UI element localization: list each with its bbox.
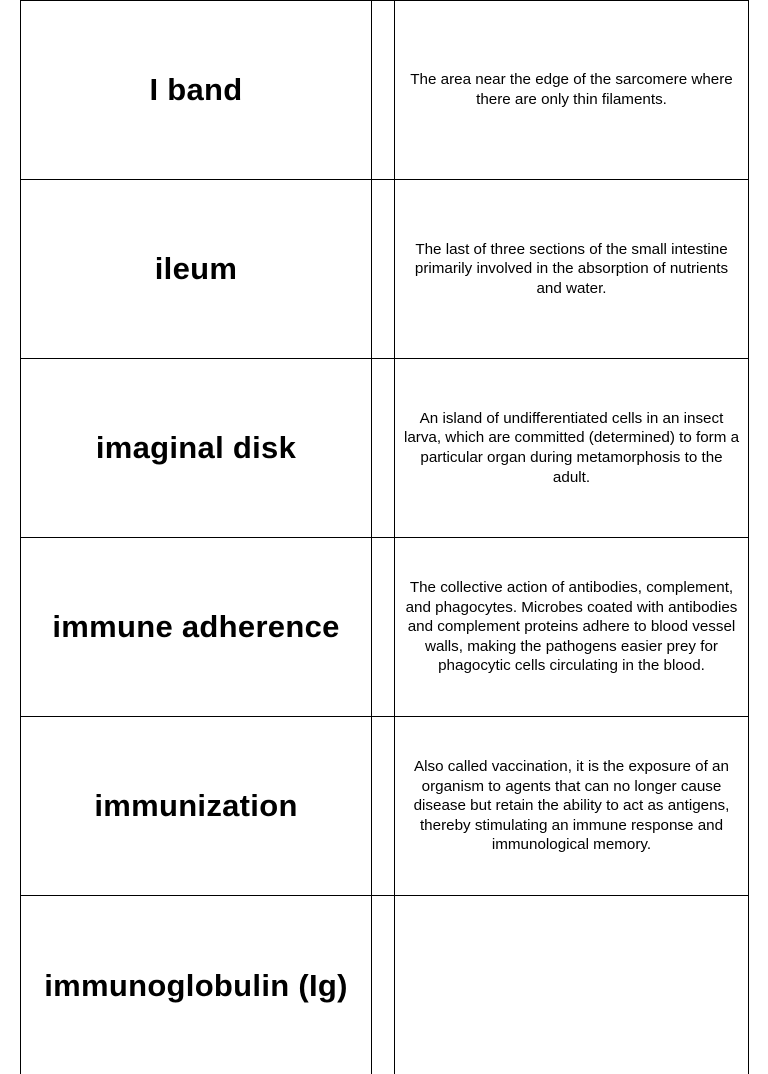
card-definition: The last of three sections of the small intestine primarily involved in the absorption of nutrients and water. [395, 180, 749, 358]
flashcard-row [20, 179, 749, 358]
flashcard-row [20, 716, 749, 895]
card-term: I band [20, 1, 372, 179]
flashcard-row [20, 358, 749, 537]
card-fold-gutter [372, 538, 395, 716]
card-definition: The area near the edge of the sarcomere where there are only thin filaments. [395, 1, 749, 179]
card-term: immunization [20, 717, 372, 895]
card-term: imaginal disk [20, 359, 372, 537]
card-fold-gutter [372, 1, 395, 179]
flashcard-row [20, 895, 749, 1074]
card-term: immune adherence [20, 538, 372, 716]
flashcard-row [20, 537, 749, 716]
card-definition [395, 896, 749, 1074]
card-fold-gutter [372, 896, 395, 1074]
flashcard-row [20, 0, 749, 179]
card-term: immunoglobulin (Ig) [20, 896, 372, 1074]
card-definition: Also called vaccination, it is the exposure of an organism to agents that can no longer cause disease but retain the ability to act as antigens, thereby stimulating an immune response and immunological memory. [395, 717, 749, 895]
card-definition: The collective action of antibodies, complement, and phagocytes. Microbes coated with antibodies and complement proteins adhere to blood vessel walls, making the pathogens easier prey for phagocytic cells circulating in the blood. [395, 538, 749, 716]
card-fold-gutter [372, 180, 395, 358]
flashcard-sheet [20, 0, 749, 1074]
card-fold-gutter [372, 359, 395, 537]
card-fold-gutter [372, 717, 395, 895]
card-definition: An island of undifferentiated cells in an insect larva, which are committed (determined) to form a particular organ during metamorphosis to the adult. [395, 359, 749, 537]
card-term: ileum [20, 180, 372, 358]
